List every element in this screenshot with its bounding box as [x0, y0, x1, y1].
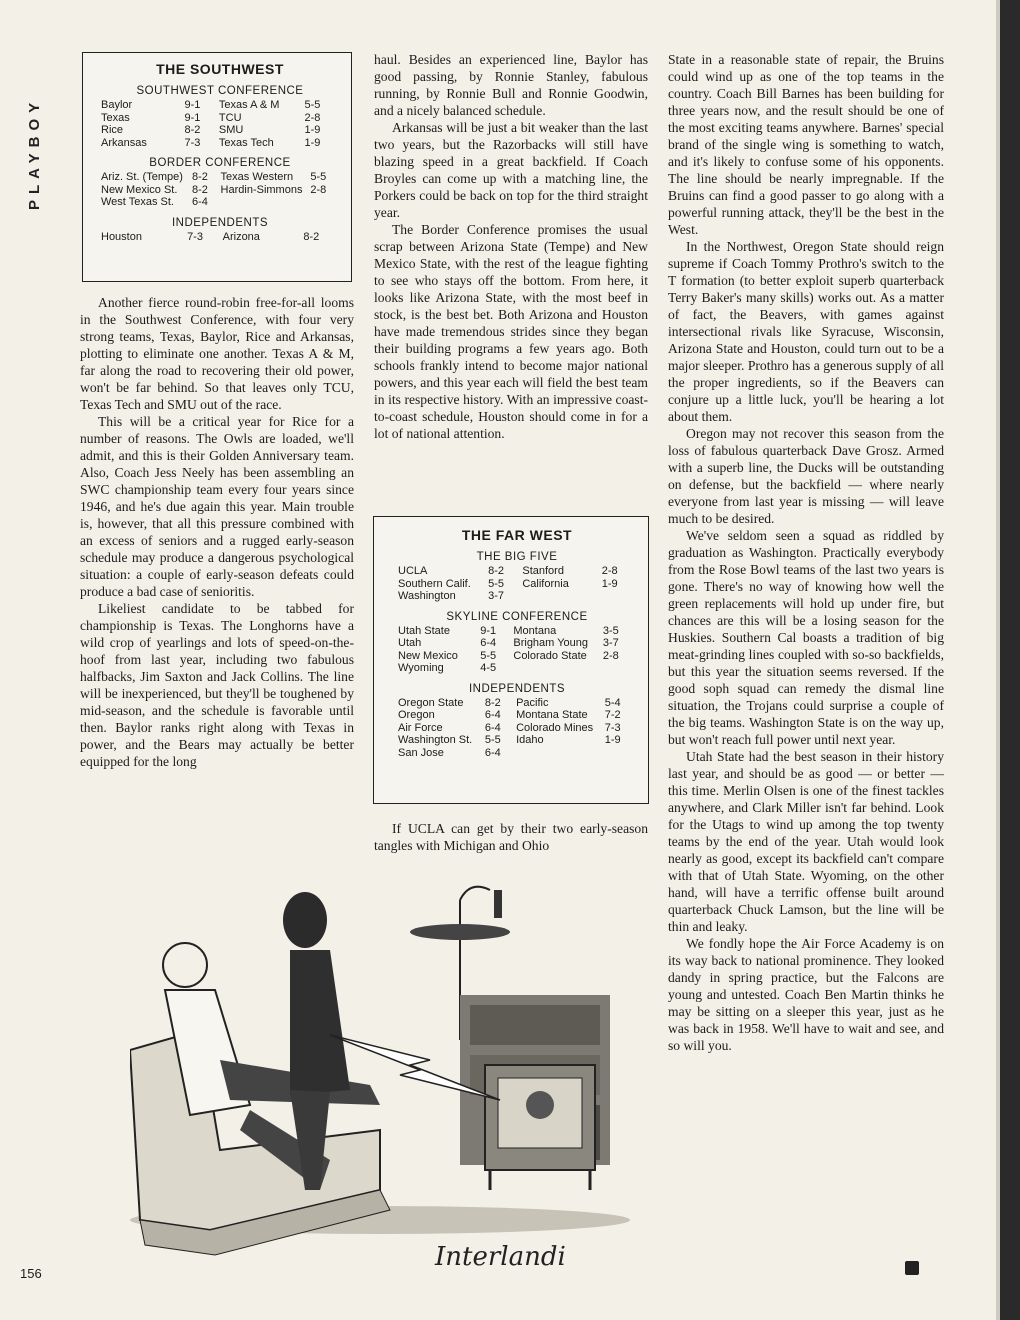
team-record: 1-9 [601, 577, 618, 590]
team-name [522, 590, 595, 603]
section-heading: INDEPENDENTS [171, 216, 269, 229]
playboy-bunny-icon [905, 1261, 919, 1275]
team-name: Houston [101, 230, 142, 243]
table-row [398, 578, 636, 591]
article-column-2-top [374, 51, 648, 442]
team-record: 7-2 [604, 709, 621, 721]
team-record: 2-8 [601, 565, 618, 577]
article-column-2-bottom [374, 820, 648, 854]
section-heading: INDEPENDENTS [468, 682, 566, 695]
team-name: Texas Tech [218, 136, 274, 149]
team-name: Oregon [398, 709, 435, 721]
farwest-standings-box [373, 516, 649, 804]
team-record [596, 590, 636, 603]
team-record: 8-2 [191, 183, 208, 196]
table-row [101, 137, 339, 150]
article-column-3 [668, 51, 944, 1054]
page-number: 156 [20, 1266, 42, 1281]
team-name: New Mexico St. [101, 183, 178, 196]
team-record: 8-2 [488, 565, 505, 577]
spine-label: PLAYBOY [26, 96, 43, 210]
team-name: UCLA [398, 565, 428, 577]
table-row [101, 99, 339, 112]
team-record: 4-5 [480, 662, 497, 674]
paragraph: Utah State had the best season in their history last year, and should be as good — or better — this time. Merlin Olsen is one of the finest tackles anywhere, and Clark Miller isn't far behind. Look for the Utags to wind up among the top twenty teams by the end of the year. Utah would look nearly as good, except its backfield can't compare with that of Utah State. Wyoming, on the other hand, will have a terrific offense built around quarterback Chuck Lamson, but the line will be thin and leaky. [668, 749, 944, 934]
paragraph: The Border Conference promises the usual scrap between Arizona State (Tempe) and New Mexico State, with the rest of the league fighting to see who stays off the bottom. From here, it looks like Arizona State, with the most beef in stock, is the best bet. Both Arizona and Houston have made tremendous strides since they began their building programs a few years ago. Both schools frankly intend to become major national powers, and this year each will field the best team in its respective history. With an impressive coast-to-coast schedule, Houston should come in for a lot of national attention. [374, 222, 648, 441]
team-record: 3-7 [602, 637, 619, 649]
team-record: 5-5 [488, 577, 505, 590]
table-row [398, 565, 636, 578]
southwest-standings-box [82, 52, 352, 282]
lamp-dish [410, 924, 510, 940]
paragraph: haul. Besides an experienced line, Baylor has good passing, by Ronnie Stanley, fabulous running, by Ronnie Bull and Ronnie Goodwin, and a nicely balanced schedule. [374, 52, 648, 118]
team-record: 5-5 [310, 171, 327, 183]
page-edge [1000, 0, 1020, 1320]
table-row [398, 734, 636, 747]
standings-table [398, 625, 636, 675]
team-record [304, 196, 339, 209]
team-name: Oregon State [398, 696, 464, 709]
paragraph: This will be a critical year for Rice for a number of reasons. The Owls are loaded, we'll admit, and this is their Golden Anniversary team. Also, Coach Jess Neely has been assembling an SWC championship team every four years since 1946, and he's due again this year. Main trouble is, however, that all this pressure combined with an excess of seniors and a rugged early-season schedule may produce a dangerous psychological situation: a couple of early-season defeats could produce a bad case of senioritis. [80, 414, 354, 599]
team-record: 1-9 [604, 734, 621, 746]
cartoon-signature: Interlandi [435, 1242, 566, 1272]
team-record: 5-5 [484, 734, 501, 746]
television [485, 1065, 595, 1190]
team-record [597, 662, 636, 675]
table-row [101, 184, 339, 197]
team-name: Ariz. St. (Tempe) [101, 171, 183, 183]
paragraph: Likeliest candidate to be tabbed for championship is Texas. The Longhorns have a wild crop of yearlings and lots of speed-on-the-hoof from last year, including two fabulous halfbacks, Jim Saxton and Jack Collins. The line will be inexperienced, but they'll be toughened by mid-season, and the schedule is favorable until then. Baylor ranks right along with Texas in power, and the Bears may actually be better equipped for the long [80, 601, 354, 769]
team-record: 8-2 [303, 230, 320, 243]
team-name: Washington St. [398, 734, 473, 746]
team-name: Texas A & M [218, 99, 280, 111]
team-record: 7-3 [187, 230, 203, 243]
team-record: 1-9 [304, 136, 321, 149]
team-record: 8-2 [191, 171, 208, 183]
paragraph: If UCLA can get by their two early-season tangles with Michigan and Ohio [374, 821, 648, 853]
standings-table [101, 171, 339, 209]
cartoon-illustration [130, 860, 640, 1280]
team-name: Washington [398, 590, 456, 602]
table-row [398, 637, 636, 650]
team-name: Texas [101, 111, 130, 124]
team-name: California [522, 577, 569, 590]
team-record [599, 747, 636, 760]
section-heading: SKYLINE CONFERENCE [446, 610, 588, 623]
table-row [101, 171, 339, 184]
team-name: Colorado State [513, 649, 587, 662]
team-name: Wyoming [398, 662, 444, 674]
team-record: 5-5 [480, 649, 497, 662]
team-name: Baylor [101, 99, 133, 111]
team-record: 8-2 [184, 124, 201, 136]
team-record: 1-9 [304, 124, 321, 136]
box-title: THE FAR WEST [461, 527, 573, 543]
team-record: 9-1 [184, 99, 201, 111]
team-record: 9-1 [184, 111, 201, 124]
team-record: 2-8 [304, 111, 321, 124]
paragraph: Arkansas will be just a bit weaker than the last two years, but the Razorbacks will still have blazing speed in a great backfield. If Coach Broyles can come up with a matching line, the Porkers could be back on top for the third straight year. [374, 120, 648, 220]
team-record: 9-1 [480, 624, 497, 637]
section-heading: BORDER CONFERENCE [149, 157, 291, 169]
team-record: 6-4 [480, 637, 497, 649]
table-row [398, 709, 636, 722]
team-name: San Jose [398, 746, 444, 759]
team-record: 3-5 [602, 624, 619, 637]
standings-table [398, 565, 636, 603]
table-row [398, 650, 636, 663]
team-name: Montana State [516, 709, 588, 721]
table-row [101, 231, 339, 244]
paragraph: State in a reasonable state of repair, the Bruins could wind up as one of the top teams in the country. Coach Bill Barnes has been building for three years now, and the result should be one of the most exciting teams anywhere. Barnes' special brand of the single wing is something to watch, and it's likely to confuse some of his opponents. The line should be nearly impregnable. If the Bruins can find a good passer to go along with a powerful running attack, they'll be the best in the West. [668, 52, 944, 237]
team-record: 3-7 [488, 590, 505, 602]
team-record: 2-8 [602, 649, 619, 662]
team-name: Colorado Mines [516, 721, 594, 734]
standings-table [398, 697, 636, 760]
team-name: Pacific [516, 696, 549, 709]
paragraph: We fondly hope the Air Force Academy is on its way back to national prominence. They looked dandy in spring practice, but the Falcons are young and untested. Coach Ben Martin thinks he may be sitting on a sleeper this year, just as he was back in 1958. We'll have to wait and see, and so will you. [668, 936, 944, 1053]
team-name: Air Force [398, 721, 443, 734]
team-name: New Mexico [398, 649, 458, 662]
standings-table [101, 99, 339, 149]
team-name [513, 662, 596, 675]
paragraph: Oregon may not recover this season from the loss of fabulous quarterback Dave Grosz. Armed with a superb line, the Ducks will be outstanding on defense, but the backfield — where nearly everyone from last year is missing — will leave much to be desired. [668, 426, 944, 526]
team-record: 6-4 [484, 721, 501, 734]
table-row [398, 590, 636, 603]
team-record: 6-4 [484, 746, 501, 759]
box-title: THE SOUTHWEST [156, 61, 284, 77]
table-row [101, 112, 339, 125]
team-record: 5-5 [304, 99, 321, 111]
team-name [516, 747, 599, 760]
team-record: 6-4 [191, 196, 208, 208]
standings-table [101, 231, 339, 244]
team-name [221, 196, 305, 209]
team-record: 8-2 [484, 696, 501, 709]
paragraph: In the Northwest, Oregon State should reign supreme if Coach Tommy Prothro's switch to the T formation (to better exploit superb quarterback Terry Baker's many skills) works out. As a matter of fact, the Beavers, with games against intersectional rivals like Syracuse, Wisconsin, Arizona State and Houston, could turn out to be a major sleeper. Prothro has a generous supply of all the proper ingredients, so if the Beavers can conjure up a little luck, you'll be hearing a lot about them. [668, 239, 944, 424]
table-row [398, 662, 636, 675]
team-name: Idaho [516, 734, 544, 746]
team-record: 7-3 [184, 136, 201, 149]
team-name: Brigham Young [513, 637, 588, 649]
team-name: Utah [398, 637, 422, 649]
box-sections [398, 551, 636, 759]
paragraph: Another fierce round-robin free-for-all looms in the Southwest Conference, with four very strong teams, Texas, Baylor, Rice and Arkansas, plotting to eliminate one another. Texas A & M, far along the road to recovering their old power, won't be far behind. So that leaves only TCU, Texas Tech and SMU out of the race. [80, 295, 354, 412]
section-heading: SOUTHWEST CONFERENCE [136, 85, 304, 97]
table-row [398, 722, 636, 735]
team-name: Texas Western [220, 171, 294, 183]
team-name: Rice [101, 124, 124, 136]
team-name: Stanford [522, 565, 564, 577]
team-name: Arizona [222, 230, 260, 243]
lamp-shade [494, 890, 502, 918]
table-row [398, 625, 636, 638]
team-name: Arkansas [101, 136, 147, 149]
team-name: Montana [513, 624, 557, 637]
table-row [101, 196, 339, 209]
team-record: 2-8 [310, 183, 327, 196]
paragraph: We've seldom seen a squad as riddled by graduation as Washington. Practically everybody from the Rose Bowl teams of the last two years is gone. There's no way of knowing how well the green replacements will hold up under fire, but chances are this will be a losing season for the Huskies. Southern Cal boasts a tradition of big meat-grinding lines coupled with so-so backfields, but this year the situation seems reversed. If the good soph squad can remedy the dismal line situation, the Trojans could surprise a couple of the big teams. Washington State is on the way up, but won't reach full power until next year. [668, 528, 944, 747]
table-row [398, 747, 636, 760]
team-name: Utah State [398, 624, 450, 637]
table-row [101, 124, 339, 137]
team-record: 6-4 [484, 709, 501, 721]
section-heading: THE BIG FIVE [476, 551, 558, 563]
team-record: 7-3 [604, 721, 621, 734]
team-name: Hardin-Simmons [220, 183, 303, 196]
box-sections [101, 85, 339, 243]
team-name: Southern Calif. [398, 577, 471, 590]
team-name: SMU [218, 124, 244, 136]
team-name: TCU [218, 111, 242, 124]
team-record: 5-4 [604, 696, 621, 709]
team-name: West Texas St. [101, 196, 174, 208]
table-row [398, 697, 636, 710]
article-column-1 [80, 294, 354, 770]
